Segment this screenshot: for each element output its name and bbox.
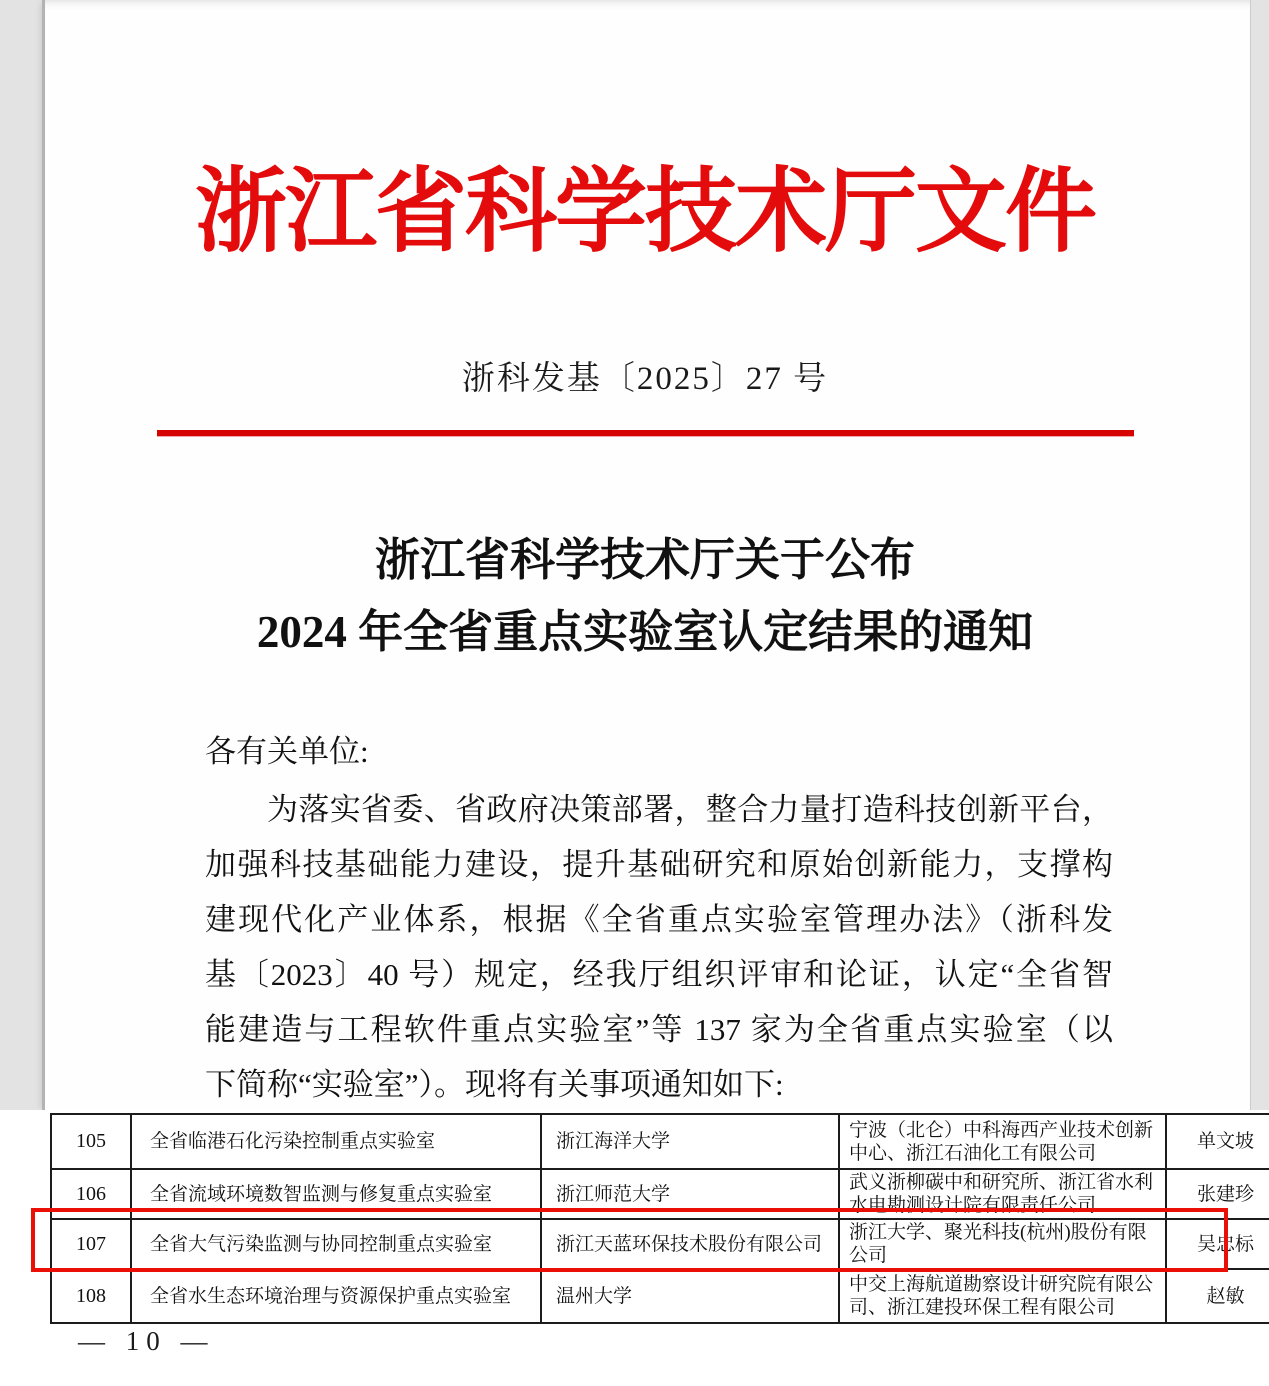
cell-person: 单文坡 — [1166, 1114, 1269, 1169]
results-table — [50, 1113, 1269, 1324]
body-line: 基〔2023〕40 号）规定，经我厅组织评审和论证，认定“全省智 — [205, 957, 1113, 992]
cell-partners: 中交上海航道勘察设计研究院有限公司、浙江建投环保工程有限公司 — [839, 1269, 1166, 1323]
notice-title-line1: 浙江省科学技术厅关于公布 — [374, 535, 915, 585]
cell-row-number: 106 — [51, 1169, 131, 1219]
cell-person: 赵敏 — [1166, 1269, 1269, 1323]
table-row — [51, 1169, 1269, 1219]
cell-row-number: 105 — [51, 1114, 131, 1169]
table-row — [51, 1114, 1269, 1169]
cell-row-number: 107 — [51, 1219, 131, 1269]
cell-lab-name: 全省水生态环境治理与资源保护重点实验室 — [131, 1269, 541, 1323]
table-row-highlighted — [51, 1219, 1269, 1269]
cell-lab-name: 全省大气污染监测与协同控制重点实验室 — [131, 1219, 541, 1269]
cell-person: 张建珍 — [1166, 1169, 1269, 1219]
body-line: 建现代化产业体系，根据《全省重点实验室管理办法》（浙科发 — [205, 902, 1113, 937]
body-line: 加强科技基础能力建设，提升基础研究和原始创新能力，支撑构 — [205, 847, 1113, 882]
table-section — [0, 1110, 1269, 1386]
table-row — [51, 1269, 1269, 1323]
page-number: — 10 — — [78, 1326, 215, 1356]
document-title: 浙江省科学技术厅文件 — [194, 161, 1095, 263]
body-paragraph — [205, 782, 1113, 1112]
cell-person: 吴忠标 — [1166, 1219, 1269, 1269]
cell-partners: 武义浙柳碳中和研究所、浙江省水利水电勘测设计院有限责任公司 — [839, 1169, 1166, 1219]
cell-row-number: 108 — [51, 1269, 131, 1323]
document-number: 浙科发基〔2025〕27 号 — [461, 361, 829, 397]
notice-title-line2: 2024 年全省重点实验室认定结果的通知 — [256, 607, 1034, 657]
body-line: 下简称“实验室”）。现将有关事项通知如下: — [205, 1067, 784, 1102]
cell-institution: 浙江天蓝环保技术股份有限公司 — [541, 1219, 839, 1269]
cell-institution: 浙江海洋大学 — [541, 1114, 839, 1169]
cell-institution: 温州大学 — [541, 1269, 839, 1323]
body-line: 为落实省委、省政府决策部署，整合力量打造科技创新平台， — [267, 792, 1113, 827]
cell-institution: 浙江师范大学 — [541, 1169, 839, 1219]
salutation: 各有关单位: — [205, 734, 369, 769]
notice-title — [42, 524, 1248, 668]
cell-lab-name: 全省临港石化污染控制重点实验室 — [131, 1114, 541, 1169]
red-divider-line — [157, 430, 1134, 436]
cell-partners: 浙江大学、聚光科技(杭州)股份有限公司 — [839, 1219, 1166, 1269]
cell-lab-name: 全省流域环境数智监测与修复重点实验室 — [131, 1169, 541, 1219]
body-line: 能建造与工程软件重点实验室”等 137 家为全省重点实验室（以 — [205, 1012, 1113, 1047]
cell-partners: 宁波（北仑）中科海西产业技术创新中心、浙江石油化工有限公司 — [839, 1114, 1166, 1169]
